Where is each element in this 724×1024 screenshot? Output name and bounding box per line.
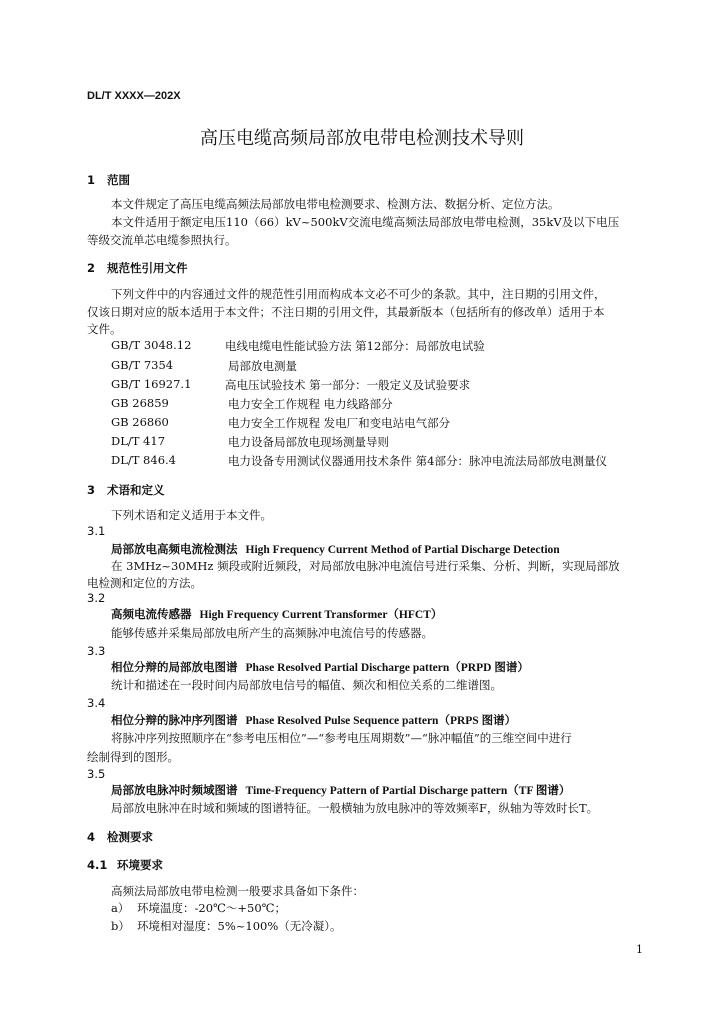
term-english: High Frequency Current Method of Partial Discharge Detection (245, 544, 560, 556)
document-title: 高压电缆高频局部放电带电检测技术导则 (200, 128, 524, 149)
term-heading (111, 606, 442, 622)
term-english: Phase Resolved Partial Discharge pattern（PRPD 图谱） (245, 662, 529, 674)
reference-code: GB/T 3048.12 (111, 338, 192, 352)
term-english: Phase Resolved Pulse Sequence pattern（PRPS 图谱） (245, 715, 517, 727)
term-definition-line-1: 统计和描述在一段时间内局部放电信号的幅值、频次和相位关系的二维谱图。 (111, 678, 502, 692)
reference-code: GB/T 16927.1 (111, 377, 192, 391)
list-item (111, 918, 342, 934)
list-text: 环境相对湿度：5%~100%（无冷凝）。 (137, 919, 342, 933)
term-definition-line-2: 电检测和定位的方法。 (87, 576, 202, 590)
term-definition-line-2: 绘制得到的图形。 (87, 750, 179, 764)
section-1-heading (87, 172, 130, 188)
section-2-paragraph-line-3: 文件。 (87, 322, 122, 336)
term-heading (111, 712, 516, 728)
section-number: 4 (87, 830, 96, 844)
reference-title: 电力安全工作规程 发电厂和变电站电气部分 (228, 416, 451, 430)
term-definition-line-1: 将脉冲序列按照顺序在“参考电压相位”—“参考电压周期数”—“脉冲幅值”的三维空间中进行 (111, 731, 572, 745)
term-number: 3.1 (87, 524, 106, 538)
section-2-paragraph-line-2: 仅该日期对应的版本适用于本文件；不注日期的引用文件，其最新版本（包括所有的修改单）适用于本 (87, 305, 605, 319)
reference-code: GB/T 7354 (111, 358, 174, 372)
page-number: 1 (636, 943, 643, 956)
list-marker: b） (111, 919, 130, 933)
subsection-title: 环境要求 (117, 858, 163, 872)
term-chinese: 相位分辩的局部放电图谱 (111, 660, 238, 674)
reference-code: DL/T 417 (111, 434, 166, 448)
subsection-number: 4.1 (87, 858, 108, 872)
section-2-heading (87, 260, 188, 276)
term-heading (111, 782, 570, 798)
term-chinese: 高频电流传感器 (111, 607, 192, 621)
section-3-intro: 下列术语和定义适用于本文件。 (111, 508, 272, 522)
term-number: 3.5 (87, 767, 106, 781)
list-item (111, 900, 286, 916)
term-english: Time-Frequency Pattern of Partial Discharge pattern（TF 图谱） (245, 785, 571, 797)
section-number: 2 (87, 261, 96, 275)
reference-title: 电线电缆电性能试验方法 第12部分：局部放电试验 (225, 339, 485, 353)
list-marker: a） (111, 901, 130, 915)
section-title: 范围 (107, 173, 130, 187)
section-1-paragraph-1: 本文件规定了高压电缆高频法局部放电带电检测要求、检测方法、数据分析、定位方法。 (111, 197, 560, 211)
section-3-heading (87, 482, 165, 498)
term-chinese: 局部放电高频电流检测法 (111, 542, 238, 556)
term-number: 3.2 (87, 591, 106, 605)
section-title: 规范性引用文件 (107, 261, 188, 275)
reference-title: 电力设备专用测试仪器通用技术条件 第4部分：脉冲电流法局部放电测量仪 (228, 454, 607, 468)
reference-title: 高电压试验技术 第一部分：一般定义及试验要求 (225, 378, 471, 392)
reference-code: GB 26859 (111, 396, 169, 410)
section-1-paragraph-2-line-1: 本文件适用于额定电压110（66）kV~500kV交流电缆高频法局部放电带电检测，35kV及以下电压 (111, 215, 620, 229)
list-text: 环境温度：-20℃～+50℃； (137, 901, 287, 915)
section-number: 3 (87, 483, 96, 497)
reference-code: DL/T 846.4 (111, 453, 176, 467)
subsection-intro: 高频法局部放电带电检测一般要求具备如下条件： (111, 884, 364, 898)
term-number: 3.3 (87, 644, 106, 658)
term-heading (111, 659, 529, 675)
section-number: 1 (87, 173, 96, 187)
reference-title: 局部放电测量 (228, 359, 297, 373)
term-chinese: 局部放电脉冲时频域图谱 (111, 783, 238, 797)
term-definition-line-1: 局部放电脉冲在时域和频域的图谱特征。一般横轴为放电脉冲的等效频率F，纵轴为等效时长T。 (111, 801, 599, 815)
term-definition-line-1: 能够传感并采集局部放电所产生的高频脉冲电流信号的传感器。 (111, 626, 433, 640)
reference-code: GB 26860 (111, 415, 169, 429)
reference-title: 电力设备局部放电现场测量导则 (228, 435, 389, 449)
section-title: 术语和定义 (107, 483, 165, 497)
section-4-heading (87, 829, 153, 845)
subsection-4-1-heading (87, 857, 163, 873)
section-2-paragraph-line-1: 下列文件中的内容通过文件的规范性引用而构成本文必不可少的条款。其中，注日期的引用文件， (111, 287, 606, 301)
reference-title: 电力安全工作规程 电力线路部分 (228, 397, 393, 411)
standard-code-header: DL/T XXXX—202X (87, 90, 181, 102)
term-chinese: 相位分辩的脉冲序列图谱 (111, 713, 238, 727)
section-1-paragraph-2-line-2: 等级交流单芯电缆参照执行。 (87, 233, 237, 247)
term-english: High Frequency Current Transformer（HFCT） (199, 609, 443, 621)
term-number: 3.4 (87, 696, 106, 710)
term-heading (111, 541, 560, 557)
section-title: 检测要求 (107, 830, 153, 844)
term-definition-line-1: 在 3MHz~30MHz 频段或附近频段，对局部放电脉冲电流信号进行采集、分析、判断，实现局部放 (111, 559, 620, 573)
